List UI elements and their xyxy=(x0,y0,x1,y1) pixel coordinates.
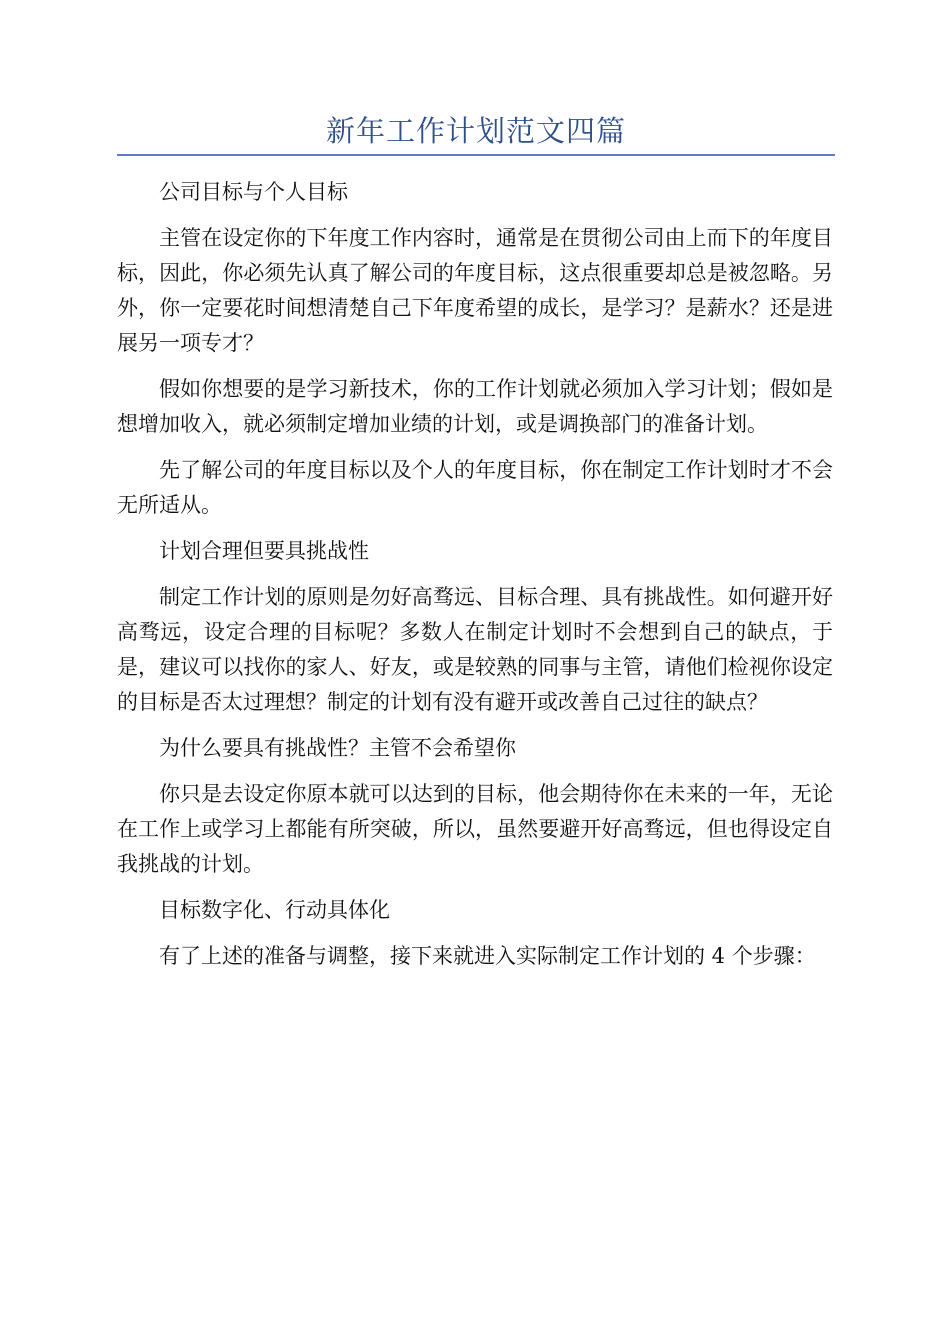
paragraph: 假如你想要的是学习新技术，你的工作计划就必须加入学习计划；假如是想增加收入，就必须制定增加业绩的计划，或是调换部门的准备计划。 xyxy=(117,377,833,436)
paragraph: 先了解公司的年度目标以及个人的年度目标，你在制定工作计划时才不会无所适从。 xyxy=(117,458,833,517)
section-heading-challenge: 计划合理但要具挑战性 xyxy=(159,539,369,563)
document-title: 新年工作计划范文四篇 xyxy=(325,114,626,148)
paragraph: 你只是去设定你原本就可以达到的目标，他会期待你在未来的一年，无论在工作上或学习上都能有所突破，所以，虽然要避开好高骛远，但也得设定自我挑战的计划。 xyxy=(117,782,833,876)
paragraph: 有了上述的准备与调整，接下来就进入实际制定工作计划的 4 个步骤： xyxy=(159,944,816,968)
section-heading-goals: 公司目标与个人目标 xyxy=(159,180,348,204)
paragraph: 主管在设定你的下年度工作内容时，通常是在贯彻公司由上而下的年度目标，因此，你必须先认真了解公司的年度目标，这点很重要却总是被忽略。另外，你一定要花时间想清楚自己下年度希望的成长，是学习？是薪水？还是进展另一项专才？ xyxy=(117,226,833,355)
section-heading-why-challenge: 为什么要具有挑战性？主管不会希望你 xyxy=(159,736,516,760)
paragraph: 制定工作计划的原则是勿好高骛远、目标合理、具有挑战性。如何避开好高骛远，设定合理的目标呢？多数人在制定计划时不会想到自己的缺点，于是，建议可以找你的家人、好友，或是较熟的同事与主管，请他们检视你设定的目标是否太过理想？制定的计划有没有避开或改善自己过往的缺点？ xyxy=(117,585,833,714)
title-underline xyxy=(117,154,835,156)
document-body xyxy=(117,175,833,985)
section-heading-quantify: 目标数字化、行动具体化 xyxy=(159,898,390,922)
